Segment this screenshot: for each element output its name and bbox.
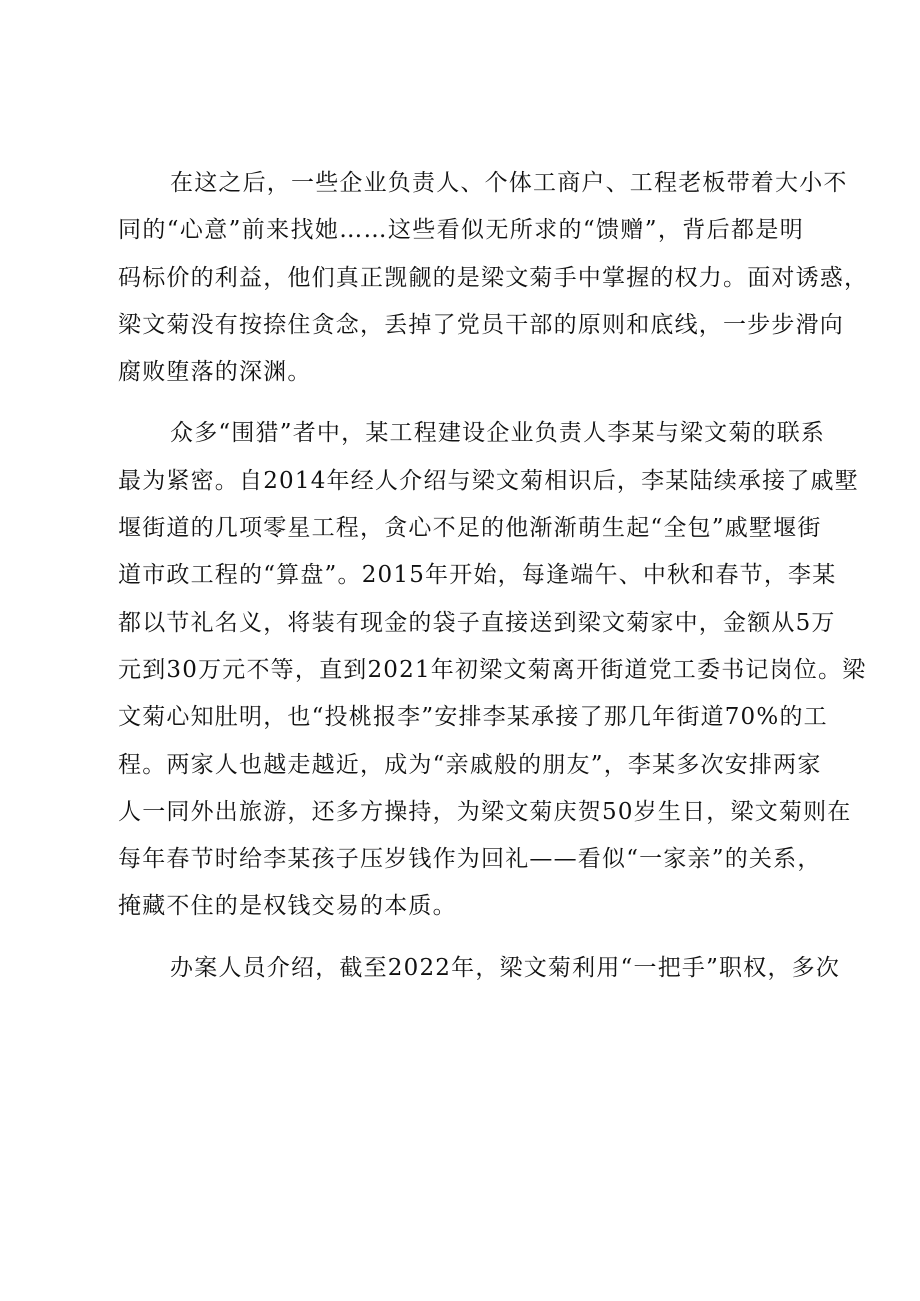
paragraph-line: 腐败堕落的深渊。 xyxy=(118,359,312,386)
paragraph-1 xyxy=(118,160,869,396)
paragraph-line: 同的“心意”前来找她……这些看似无所求的“馈赠”，背后都是明 xyxy=(118,217,804,244)
paragraph-line: 众多“围猎”者中，某工程建设企业负责人李某与梁文菊的联系 xyxy=(170,420,826,447)
paragraph-2 xyxy=(118,410,867,930)
paragraph-line: 都以节礼名义，将装有现金的袋子直接送到梁文菊家中，金额从5万 xyxy=(118,609,836,636)
paragraph-line: 元到30万元不等，直到2021年初梁文菊离开街道党工委书记岗位。梁 xyxy=(118,656,867,683)
paragraph-line: 办案人员介绍，截至2022年，梁文菊利用“一把手”职权，多次 xyxy=(170,954,841,981)
paragraph-line: 每年春节时给李某孩子压岁钱作为回礼——看似“一家亲”的关系， xyxy=(118,846,822,873)
paragraph-line: 堰街道的几项零星工程，贪心不足的他渐渐萌生起“全包”戚墅堰街 xyxy=(118,515,822,542)
paragraph-line: 人一同外出旅游，还多方操持，为梁文菊庆贺50岁生日，梁文菊则在 xyxy=(118,798,852,825)
paragraph-line: 码标价的利益，他们真正觊觎的是梁文菊手中掌握的权力。面对诱惑， xyxy=(118,264,869,291)
paragraph-line: 掩藏不住的是权钱交易的本质。 xyxy=(118,893,457,920)
paragraph-line: 最为紧密。自2014年经人介绍与梁文菊相识后，李某陆续承接了戚墅 xyxy=(118,467,859,494)
paragraph-line: 道市政工程的“算盘”。2015年开始，每逢端午、中秋和春节，李某 xyxy=(118,562,837,589)
article-body xyxy=(118,160,869,1006)
paragraph-line: 程。两家人也越走越近，成为“亲戚般的朋友”，李某多次安排两家 xyxy=(118,751,822,778)
paragraph-3 xyxy=(118,945,841,992)
paragraph-line: 梁文菊没有按捺住贪念，丢掉了党员干部的原则和底线，一步步滑向 xyxy=(118,311,844,338)
paragraph-line: 在这之后，一些企业负责人、个体工商户、工程老板带着大小不 xyxy=(170,170,848,196)
paragraph-line: 文菊心知肚明，也“投桃报李”安排李某承接了那几年街道70%的工 xyxy=(118,704,828,731)
